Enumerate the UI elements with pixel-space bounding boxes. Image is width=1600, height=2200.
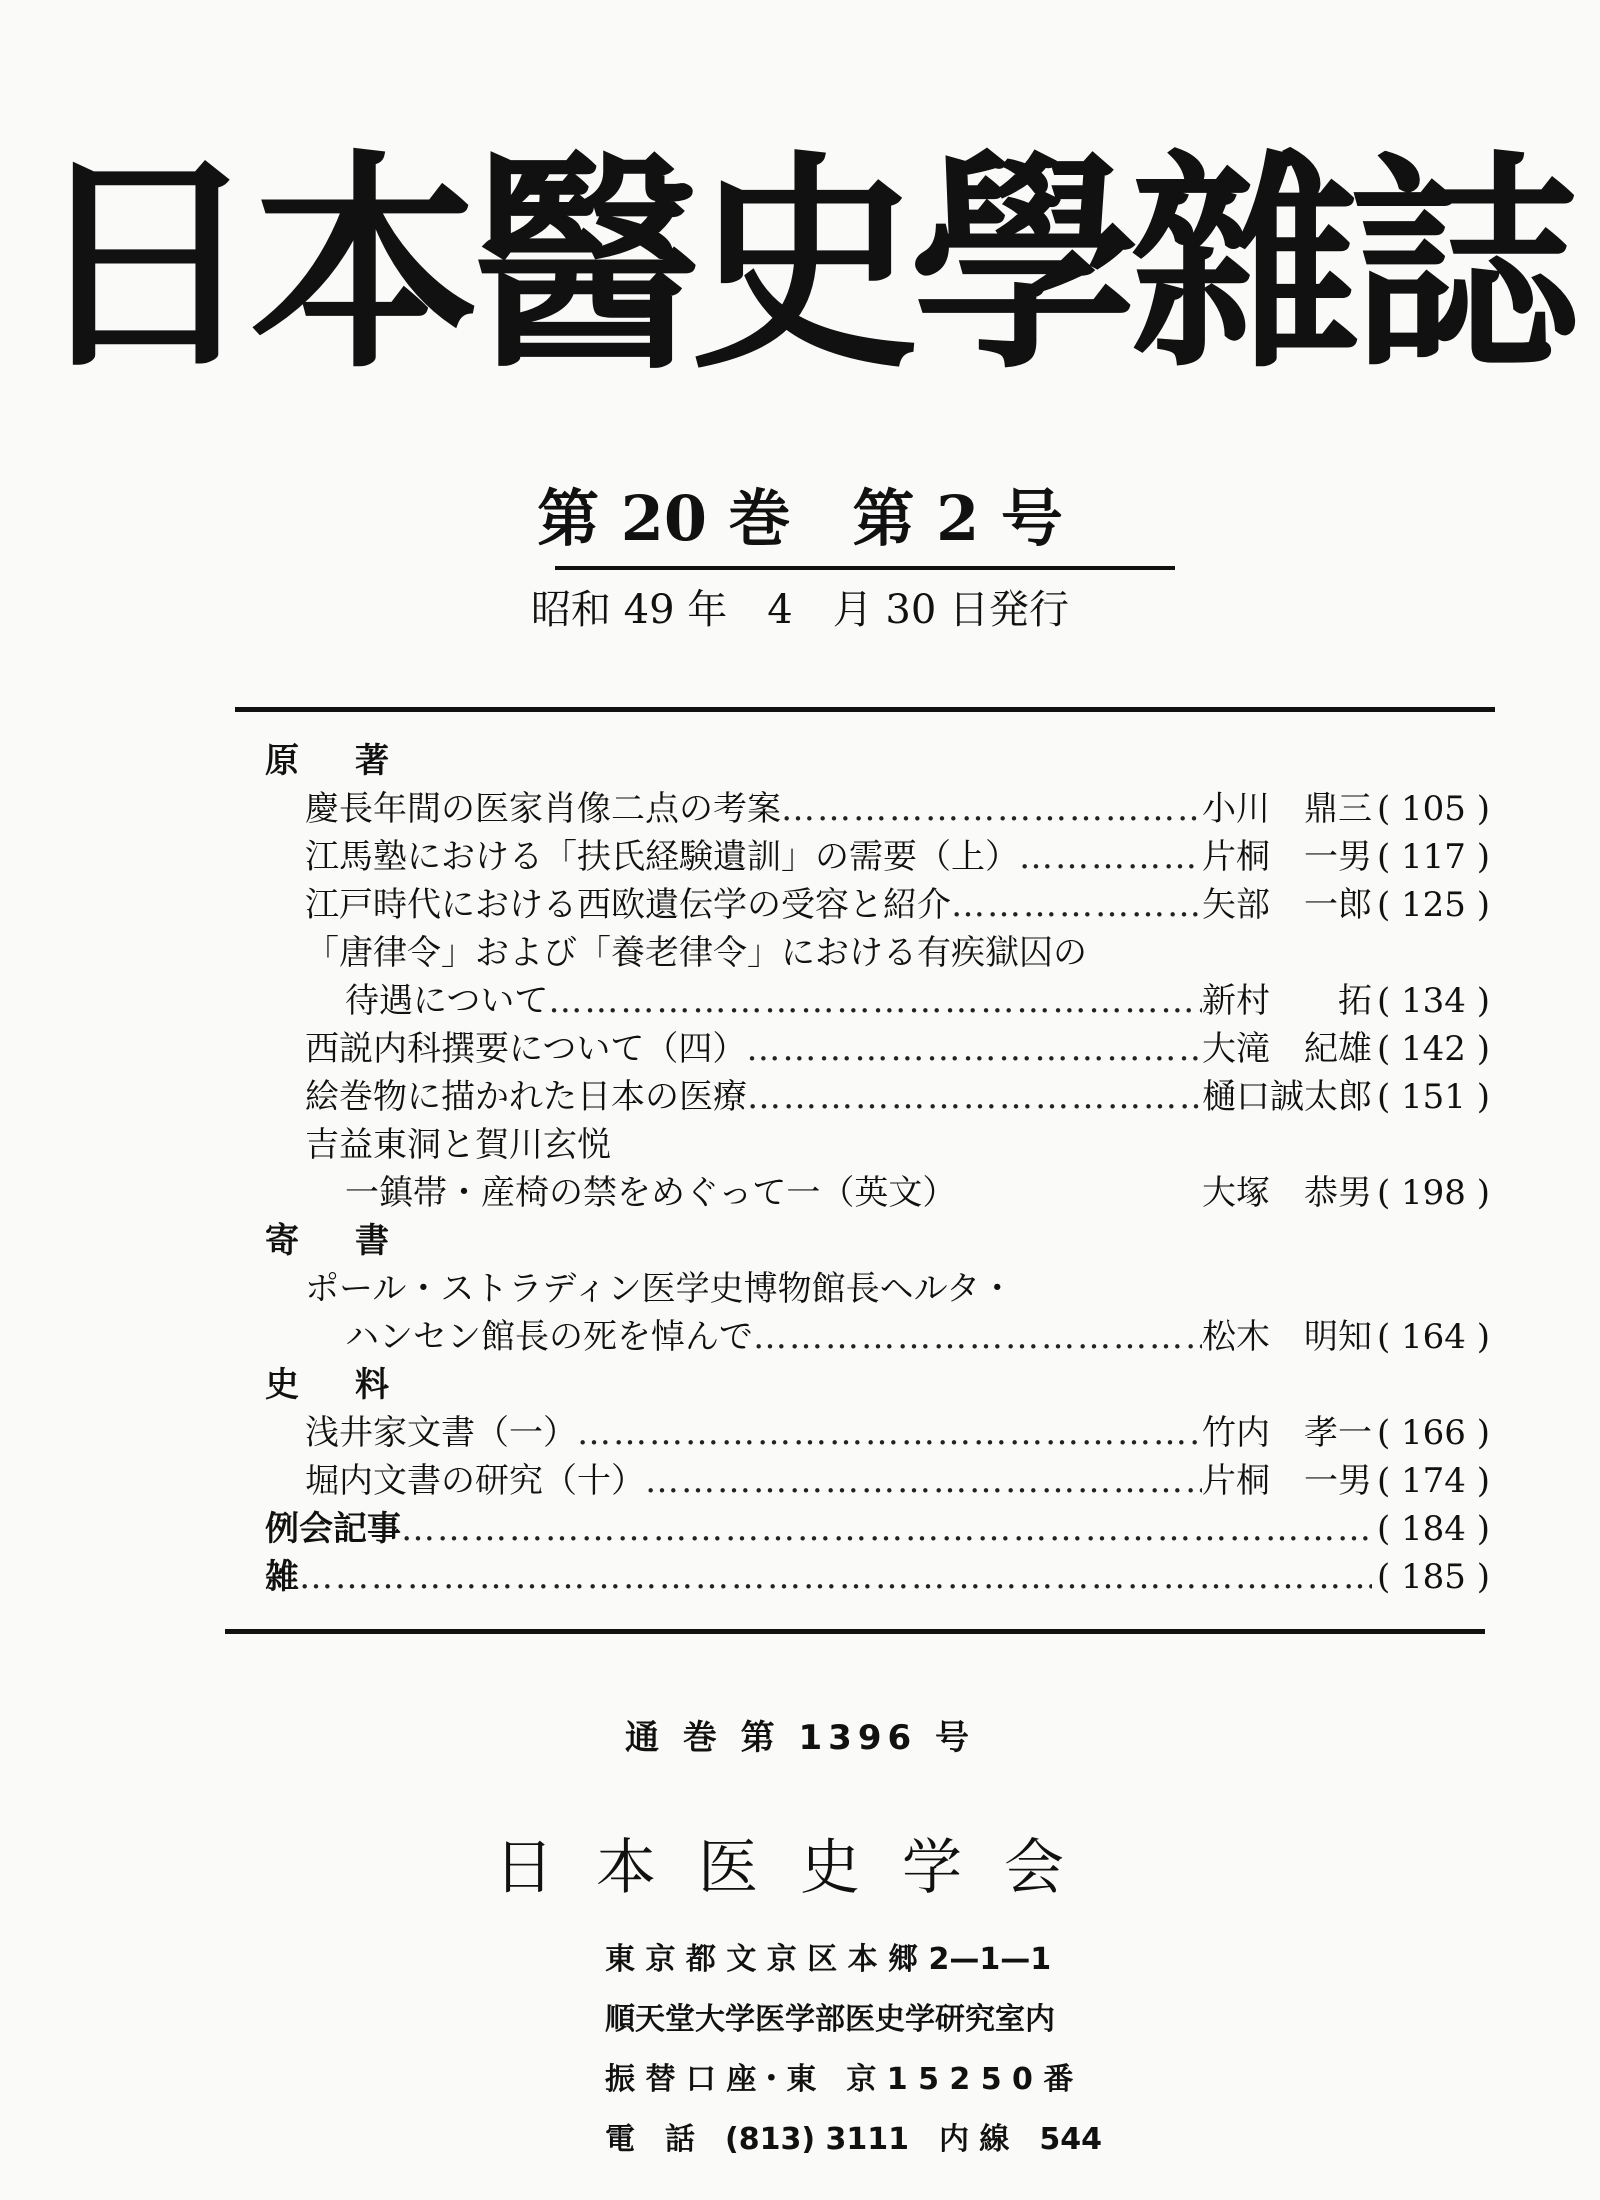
toc-entry[interactable] — [265, 1313, 1490, 1361]
toc-entry[interactable] — [265, 1553, 1490, 1601]
toc-entry[interactable] — [265, 977, 1490, 1025]
toc-entry[interactable] — [265, 1505, 1490, 1553]
leader-dots — [645, 1457, 1202, 1505]
leader-dots — [401, 1505, 1372, 1553]
toc-top-rule — [235, 707, 1495, 712]
entry-page: ( 142 ) — [1376, 1029, 1490, 1069]
entry-author: 小川 鼎三 — [1202, 789, 1372, 829]
entry-title-line1: 「唐律令」および「養老律令」における有疾獄囚の — [305, 933, 1087, 973]
entry-page: ( 198 ) — [1376, 1173, 1490, 1213]
toc-entry[interactable] — [265, 881, 1490, 929]
leader-dots — [951, 881, 1202, 929]
entry-author: 大塚 恭男 — [1202, 1173, 1372, 1213]
section-heading: 史料 — [265, 1365, 445, 1405]
toc-entry[interactable] — [265, 1457, 1490, 1505]
toc-entry[interactable] — [265, 1169, 1490, 1217]
entry-author: 松木 明知 — [1202, 1317, 1372, 1357]
table-of-contents — [265, 737, 1490, 1601]
issue-date: 昭和 49 年 4 月 30 日発行 — [530, 587, 1070, 633]
serial-number: 通 巻 第 1396 号 — [625, 1718, 975, 1758]
entry-page: ( 105 ) — [1376, 789, 1490, 829]
leader-dots — [781, 785, 1202, 833]
entry-author: 大滝 紀雄 — [1202, 1029, 1372, 1069]
entry-title: 待遇について — [345, 981, 549, 1021]
entry-page: ( 134 ) — [1376, 981, 1490, 1021]
entry-title: 雑 — [265, 1557, 299, 1597]
entry-author: 片桐 一男 — [1202, 837, 1372, 877]
entry-title: 一鎮帯・産椅の禁をめぐって一（英文） — [345, 1173, 957, 1213]
publisher-address — [605, 1930, 1102, 2170]
entry-author: 新村 拓 — [1202, 981, 1372, 1021]
section-heading: 原著 — [265, 741, 445, 781]
entry-title-line1: 吉益東洞と賀川玄悦 — [305, 1125, 611, 1165]
entry-page: ( 166 ) — [1376, 1413, 1490, 1453]
entry-author: 樋口誠太郎 — [1202, 1077, 1372, 1117]
address-line: 電 話 (813) 3111 内 線 544 — [605, 2122, 1103, 2157]
entry-title: ハンセン館長の死を悼んで — [345, 1317, 753, 1357]
entry-title: 西説内科撰要について（四） — [305, 1029, 747, 1069]
volume-underline — [555, 566, 1175, 570]
entry-title: 慶長年間の医家肖像二点の考案 — [305, 789, 781, 829]
leader-dots — [1019, 833, 1202, 881]
entry-page: ( 151 ) — [1376, 1077, 1490, 1117]
address-line: 順天堂大学医学部医史学研究室内 — [605, 2002, 1055, 2037]
entry-author: 片桐 一男 — [1202, 1461, 1372, 1501]
entry-title: 例会記事 — [265, 1509, 401, 1549]
leader-dots — [548, 977, 1202, 1025]
toc-entry[interactable] — [265, 785, 1490, 833]
toc-entry[interactable] — [265, 833, 1490, 881]
leader-dots — [299, 1553, 1372, 1601]
address-line: 東 京 都 文 京 区 本 郷 2—1—1 — [605, 1942, 1052, 1977]
society-name: 日本医史学会 — [494, 1833, 1106, 1903]
entry-title: 江戸時代における西欧遺伝学の受容と紹介 — [305, 885, 951, 925]
entry-page: ( 185 ) — [1376, 1557, 1490, 1597]
entry-page: ( 125 ) — [1376, 885, 1490, 925]
entry-title: 堀内文書の研究（十） — [305, 1461, 645, 1501]
entry-title: 浅井家文書（一） — [305, 1413, 577, 1453]
entry-title: 江馬塾における「扶氏経験遺訓」の需要（上） — [305, 837, 1019, 877]
entry-page: ( 184 ) — [1376, 1509, 1490, 1549]
entry-page: ( 174 ) — [1376, 1461, 1490, 1501]
address-line: 振 替 口 座・東 京 1 5 2 5 0 番 — [605, 2062, 1074, 2097]
entry-page: ( 164 ) — [1376, 1317, 1490, 1357]
leader-dots — [747, 1073, 1202, 1121]
entry-author: 竹内 孝一 — [1202, 1413, 1372, 1453]
toc-entry[interactable] — [265, 1025, 1490, 1073]
section-heading: 寄書 — [265, 1221, 445, 1261]
journal-title: 日本醫史學雜誌 — [29, 130, 1570, 400]
entry-page: ( 117 ) — [1376, 837, 1490, 877]
toc-entry[interactable] — [265, 1073, 1490, 1121]
entry-title-line1: ポール・ストラディン医学史博物館長ヘルタ・ — [305, 1269, 1015, 1309]
toc-bottom-rule — [225, 1629, 1485, 1634]
leader-dots — [753, 1313, 1202, 1361]
volume-issue: 第 20 巻 第 2 号 — [537, 482, 1063, 555]
leader-dots — [746, 1025, 1202, 1073]
entry-author: 矢部 一郎 — [1202, 885, 1372, 925]
toc-entry[interactable] — [265, 1409, 1490, 1457]
entry-title: 絵巻物に描かれた日本の医療 — [305, 1077, 747, 1117]
leader-dots — [577, 1409, 1202, 1457]
